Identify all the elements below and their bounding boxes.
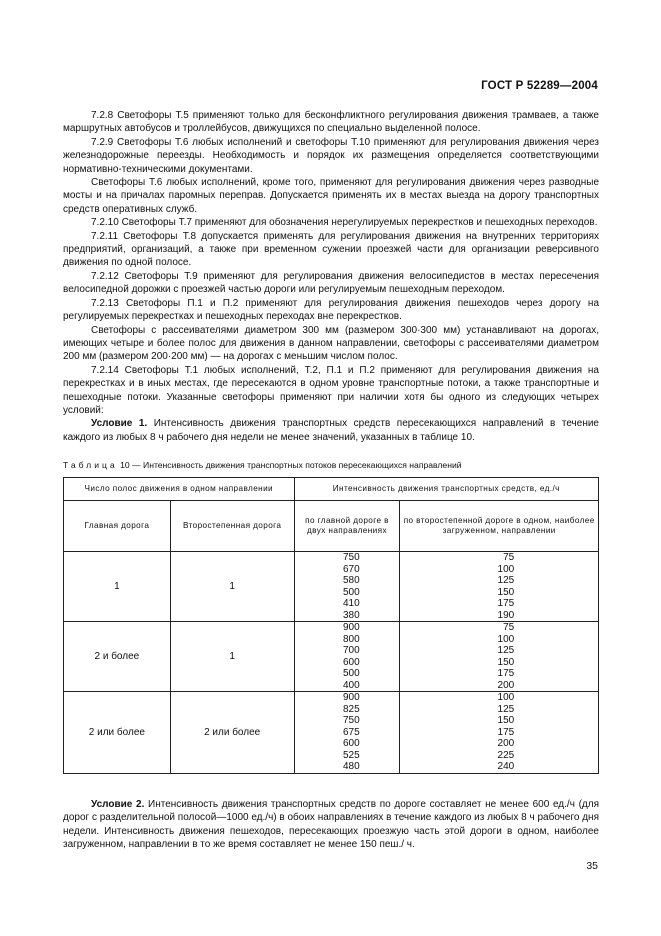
intensity-value: 240 [497, 761, 515, 772]
paragraph-7-2-12: 7.2.12 Светофоры Т.9 применяют для регулирования движения велосипедистов в местах пересечения велосипедной дорожки с проезжей частью дороги или регулируемым пешеходным переходом. [63, 270, 599, 296]
paragraph-7-2-8: 7.2.8 Светофоры Т.5 применяют только для бесконфликтного регулирования движения трамваев, а также маршрутных автобусов и троллейбусов, движущихся по специально выделенной полосе. [63, 110, 599, 135]
intensity-value: 750 [342, 552, 360, 563]
intensity-value: 175 [497, 726, 515, 738]
intensity-value: 100 [497, 692, 515, 703]
intensity-value: 225 [497, 749, 515, 761]
body-text [63, 109, 599, 444]
main-intensity-cell [294, 552, 400, 622]
intensity-value: 150 [497, 656, 515, 668]
intensity-value: 100 [497, 633, 515, 645]
intensity-value: 75 [503, 622, 515, 633]
table-caption-text: 10 — Интенсивность движения транспортных потоков пересекающихся направлений [117, 460, 462, 470]
header-secondary-road: Второстепенная дорога [170, 501, 294, 552]
paragraph-7-2-14: 7.2.14 Светофоры Т.1 любых исполнений, Т.2, П.1 и П.2 применяют для регулирования движения на перекрестках и в иных местах, где пересекаются в одном уровне транспортные потоки, а также транспортные и пешеходные потоки. Указанные светофоры применяют при наличии хотя бы одного из следующих четырех условий: [63, 364, 599, 416]
lanes-secondary: 1 [170, 622, 294, 692]
intensity-value: 500 [342, 586, 360, 598]
header-main-road: Главная дорога [64, 501, 171, 552]
paragraph-7-2-9: 7.2.9 Светофоры Т.6 любых исполнений и светофоры Т.10 применяют для регулирования движения через железнодорожные переезды. Необходимость и порядок их размещения определяется соответствующими нормативно-техническими документами. [63, 136, 599, 175]
intensity-value: 175 [497, 598, 515, 609]
standard-header: ГОСТ Р 52289—2004 [481, 80, 598, 92]
intensity-value: 750 [342, 715, 360, 726]
intensity-value: 600 [342, 656, 360, 668]
page-number: 35 [586, 860, 598, 872]
intensity-value: 190 [497, 609, 515, 621]
intensity-value: 100 [497, 563, 515, 575]
intensity-value: 125 [497, 575, 515, 586]
intensity-value: 525 [342, 749, 360, 761]
main-intensity-cell [294, 622, 400, 692]
paragraph-7-2-11: 7.2.11 Светофоры Т.8 допускается применять для регулирования движения на внутренних территориях предприятий, организаций, а также при временном сужении проезжей части для организации реверсивного движения по одной полосе. [63, 230, 599, 269]
intensity-table [63, 477, 599, 774]
secondary-intensity-cell [400, 552, 599, 622]
header-secondary-one-direction: по второстепенной дороге в одном, наиболее загруженном, направлении [400, 501, 599, 552]
intensity-value: 175 [497, 668, 515, 679]
intensity-value: 75 [503, 552, 515, 563]
intensity-value: 900 [342, 622, 360, 633]
intensity-value: 825 [342, 703, 360, 715]
main-intensity-cell [294, 692, 400, 774]
intensity-value: 675 [342, 726, 360, 738]
intensity-value: 700 [342, 645, 360, 656]
lanes-main: 2 или более [64, 692, 171, 774]
table-row [64, 552, 599, 622]
condition-2-label: Условие 2. [91, 799, 145, 810]
intensity-value: 150 [497, 586, 515, 598]
paragraph-diffuser-size: Светофоры с рассеивателями диаметром 300 мм (размером 300·300 мм) устанавливают на дорогах, имеющих четыре и более полос для движения в данном направлении, светофоры с рассеивателями диаметром 200 мм (размером 200·200 мм) — на дорогах с меньшим числом полос. [63, 324, 599, 363]
intensity-value: 200 [497, 679, 515, 691]
secondary-intensity-cell [400, 622, 599, 692]
table-caption [63, 460, 603, 470]
intensity-value: 410 [342, 598, 360, 609]
intensity-value: 800 [342, 633, 360, 645]
condition-2-text: Интенсивность движения транспортных средств по дороге составляет не менее 600 ед./ч (для дорог с разделительной полосой—1000 ед./ч) в обоих направлениях в течение каждого из любых 8 ч рабочего дня недели. Интенсивность движения пешеходов, пересекающих проезжую часть этой дороги в одном, наиболее загруженном, направлении в то же время составляет не менее 150 пеш./ ч. [63, 799, 599, 851]
intensity-value: 670 [342, 563, 360, 575]
intensity-value: 200 [497, 738, 515, 749]
secondary-intensity-cell [400, 692, 599, 774]
condition-1-label: Условие 1. [91, 418, 148, 430]
paragraph-7-2-13: 7.2.13 Светофоры П.1 и П.2 применяют для регулирования движения пешеходов через дорогу на регулируемых перекрестках и пешеходных переходах вне перекрестков. [63, 297, 599, 323]
paragraph-t6-bridges: Светофоры Т.6 любых исполнений, кроме того, применяют для регулирования движения через разводные мосты и на причалах паромных переправ. Допускается применять их в местах выезда на дорогу транспортных средств оперативных служб. [63, 177, 599, 215]
condition-1-text: Интенсивность движения транспортных средств пересекающихся направлений в течение каждого из любых 8 ч рабочего дня недели не менее значений, указанных в таблице 10. [63, 418, 599, 443]
header-intensity: Интенсивность движения транспортных средств, ед./ч [294, 478, 598, 501]
condition-1 [63, 417, 599, 444]
intensity-value: 500 [342, 668, 360, 679]
intensity-value: 580 [342, 575, 360, 586]
lanes-secondary: 2 или более [170, 692, 294, 774]
intensity-value: 400 [342, 679, 360, 691]
condition-2 [63, 798, 599, 852]
intensity-value: 480 [342, 761, 360, 772]
table-row [64, 622, 599, 692]
table-row [64, 692, 599, 774]
table-caption-label: Таблица [63, 460, 118, 470]
lanes-main: 1 [64, 552, 171, 622]
paragraph-7-2-10: 7.2.10 Светофоры Т.7 применяют для обозначения нерегулируемых перекрестков и пешеходных переходов. [91, 217, 598, 229]
body-text-bottom [63, 798, 599, 852]
intensity-value: 125 [497, 645, 515, 656]
intensity-value: 380 [342, 609, 360, 621]
intensity-value: 150 [497, 715, 515, 726]
intensity-value: 125 [497, 703, 515, 715]
lanes-secondary: 1 [170, 552, 294, 622]
lanes-main: 2 и более [64, 622, 171, 692]
header-main-two-directions: по главной дороге в двух направлениях [294, 501, 400, 552]
intensity-value: 900 [342, 692, 360, 703]
intensity-value: 600 [342, 738, 360, 749]
header-lanes: Число полос движения в одном направлении [64, 478, 295, 501]
